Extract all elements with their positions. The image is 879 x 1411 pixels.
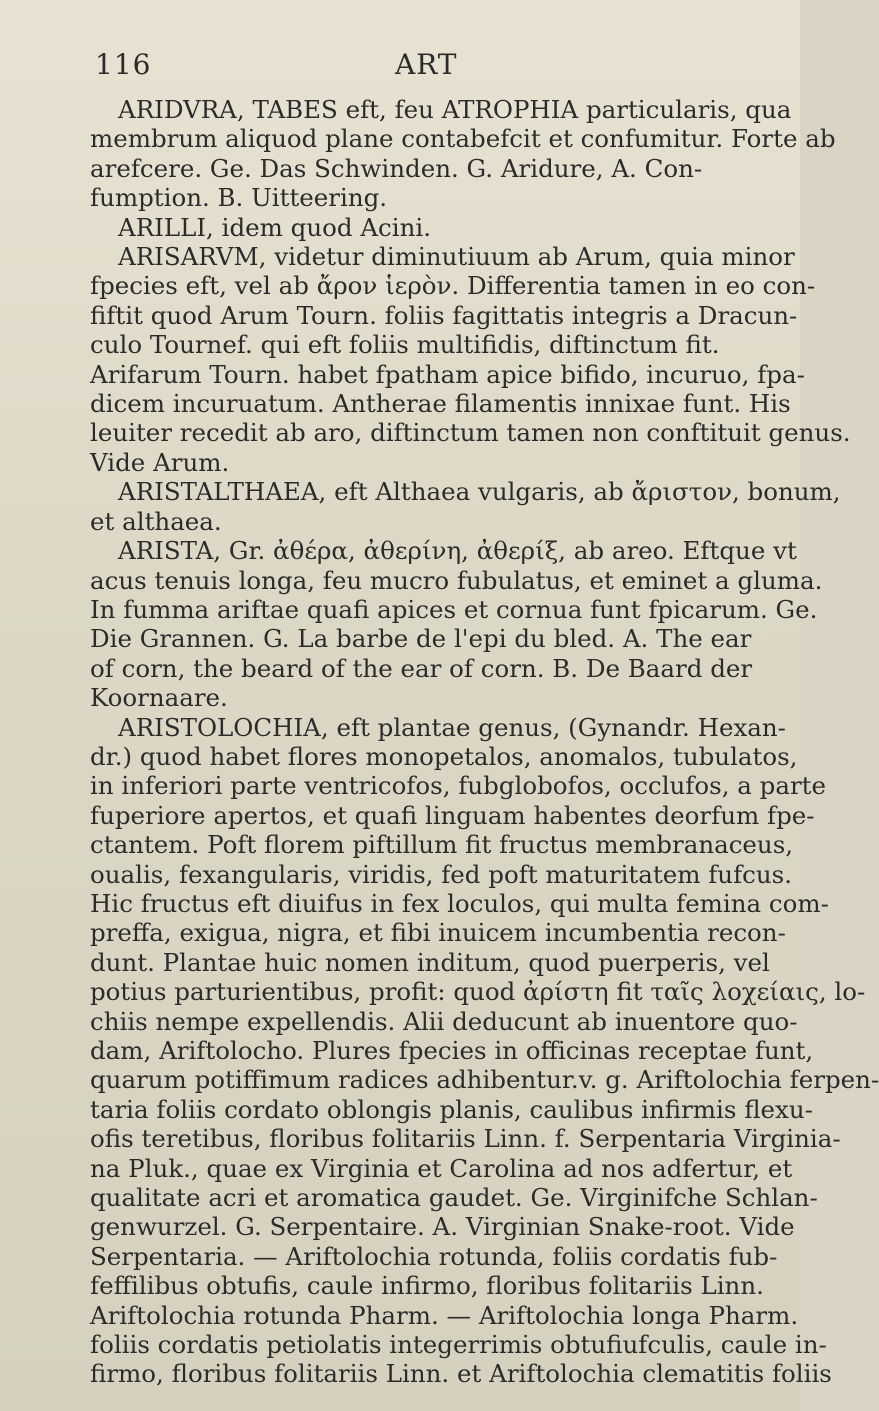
text-line: genwurzel. G. Serpentaire. A. Virginian Snake-root. Vide <box>90 1212 795 1242</box>
text-line: Hic fructus eft diuifus in fex loculos, qui multa femina com- <box>90 888 829 918</box>
text-line: acus tenuis longa, feu mucro fubulatus, et eminet a gluma. <box>90 565 823 595</box>
text-line: na Pluk., quae ex Virginia et Carolina ad nos adfertur, et <box>90 1153 793 1183</box>
text-line: ARIDVRA, TABES eft, feu ATROPHIA particularis, qua <box>118 95 792 124</box>
text-line: potius parturientibus, profit: quod ἀρίστη fit ταῖς λοχείαις, lo- <box>90 977 866 1007</box>
text-line: ctantem. Poft florem piftillum fit fructus membranaceus, <box>90 830 794 860</box>
text-line: fiftit quod Arum Tourn. foliis fagittatis integris a Dracun- <box>90 300 798 330</box>
page-body <box>90 95 879 1389</box>
entry-arilli <box>90 213 780 242</box>
text-line: Vide Arum. <box>90 447 230 477</box>
text-line: In fumma ariftae quafi apices et cornua funt fpicarum. Ge. <box>90 594 818 624</box>
entry-aristolochia <box>90 712 879 1389</box>
text-line: arefcere. Ge. Das Schwinden. G. Aridure, A. Con- <box>90 153 703 183</box>
text-line: fpecies eft, vel ab ἄρον ἱερὸν. Differentia tamen in eo con- <box>90 271 816 301</box>
text-line: dam, Ariftolocho. Plures fpecies in officinas receptae funt, <box>90 1036 814 1065</box>
page-header <box>95 40 755 90</box>
text-line: dunt. Plantae huic nomen inditum, quod puerperis, vel <box>90 947 770 977</box>
text-line: culo Tournef. qui eft foliis multifidis, diftinctum fit. <box>90 330 720 360</box>
text-line: ARISTALTHAEA, eft Althaea vulgaris, ab ἄριστον, bonum, <box>118 477 841 507</box>
text-line: fuperiore apertos, et quafi linguam habentes deorfum fpe- <box>90 800 815 830</box>
text-line: Koornaare. <box>90 683 228 713</box>
entry-aristalthaea <box>90 477 841 536</box>
text-line: et althaea. <box>90 506 222 536</box>
entry-arisarum <box>90 242 851 477</box>
entry-arista <box>90 536 823 713</box>
text-line: membrum aliquod plane contabefcit et confumitur. Forte ab <box>90 124 836 154</box>
text-line: Die Grannen. G. La barbe de l'epi du bled. A. The ear <box>90 624 752 654</box>
text-line: ARISARVM, videtur diminutiuum ab Arum, quia minor <box>118 242 795 272</box>
text-line: feffilibus obtufis, caule infirmo, floribus folitariis Linn. <box>90 1271 764 1301</box>
text-line: fumption. B. Uitteering. <box>90 183 388 213</box>
text-line: ARISTA, Gr. ἀθέρα, ἀθερίνη, ἀθερίξ, ab areo. Eftque vt <box>118 536 797 566</box>
text-line: oualis, fexangularis, viridis, fed poft maturitatem fufcus. <box>90 859 792 889</box>
text-line: qualitate acri et aromatica gaudet. Ge. Virginifche Schlan- <box>90 1183 818 1213</box>
text-line: Serpentaria. — Ariftolochia rotunda, foliis cordatis fub- <box>90 1241 778 1271</box>
text-line: chiis nempe expellendis. Alii deducunt ab inuentore quo- <box>90 1006 798 1036</box>
text-line: foliis cordatis petiolatis integerrimis obtufiufculis, caule in- <box>90 1330 827 1360</box>
text-line: dr.) quod habet flores monopetalos, anomalos, tubulatos, <box>90 741 798 771</box>
text-line: in inferiori parte ventricofos, fubglobofos, occlufos, a parte <box>90 771 827 801</box>
page-number: 116 <box>95 48 152 81</box>
text-line: taria foliis cordato oblongis planis, caulibus infirmis flexu- <box>90 1094 813 1124</box>
text-line: of corn, the beard of the ear of corn. B. De Baard der <box>90 653 753 683</box>
text-line: firmo, floribus folitariis Linn. et Ariftolochia clematitis foliis <box>90 1359 832 1389</box>
text-line: ofis teretibus, floribus folitariis Linn. f. Serpentaria Virginia- <box>90 1124 841 1154</box>
text-line: leuiter recedit ab aro, diftinctum tamen non conftituit genus. <box>90 418 851 448</box>
text-line: Ariftolochia rotunda Pharm. — Ariftolochia longa Pharm. <box>90 1300 799 1330</box>
text-line: quarum potiffimum radices adhibentur.v. g. Ariftolochia ferpen- <box>90 1065 879 1095</box>
text-line: ARISTOLOCHIA, eft plantae genus, (Gynandr. Hexan- <box>118 712 786 742</box>
text-line: dicem incuruatum. Antherae filamentis innixae funt. His <box>90 389 791 419</box>
entry-aridura <box>90 95 836 213</box>
text-line: ARILLI, idem quod Acini. <box>118 212 431 242</box>
running-head: ART <box>395 48 458 81</box>
text-line: Arifarum Tourn. habet fpatham apice bifido, incuruo, fpa- <box>90 359 805 389</box>
text-line: preffa, exigua, nigra, et fibi inuicem incumbentia recon- <box>90 918 786 948</box>
